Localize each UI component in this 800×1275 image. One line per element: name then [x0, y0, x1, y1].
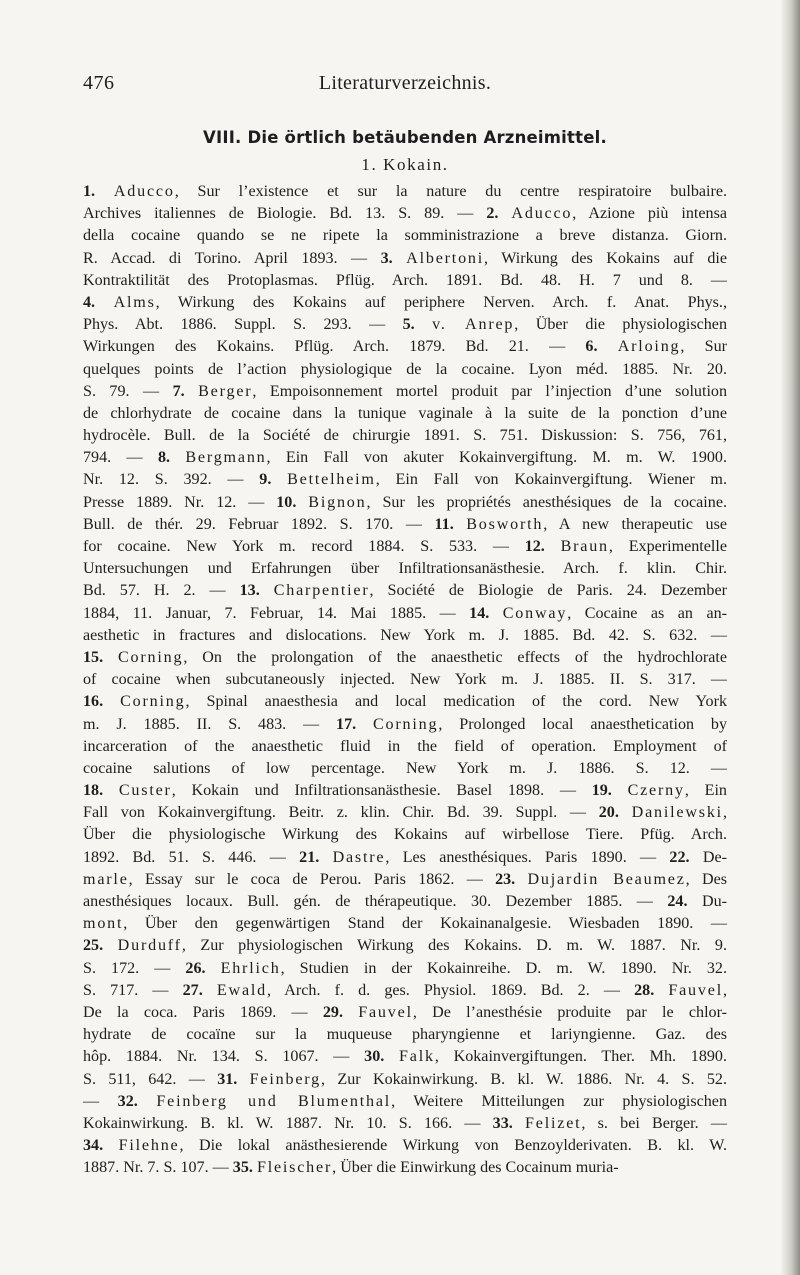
bibliography-line: 1887. Nr. 7. S. 107. — 35. Fleischer, Über die Einwirkung des Cocainum muria- — [83, 1159, 619, 1177]
bibliography-line: cocaine salutions of low percentage. New York m. J. 1886. S. 12. — — [83, 759, 727, 777]
bibliography-line: Phys. Abt. 1886. Suppl. S. 293. — 5. v. Anrep, Über die physiologischen — [83, 316, 728, 334]
bibliography-line: S. 79. — 7. Berger, Empoisonnement mortel produit par l’injection d’une solution — [83, 382, 728, 400]
bibliography-line: R. Accad. di Torino. April 1893. — 3. Albertoni, Wirkung des Kokains auf die — [83, 249, 727, 267]
bibliography-line: Kokainwirkung. B. kl. W. 1887. Nr. 10. S. 166. — 33. Felizet, s. bei Berger. — — [83, 1114, 727, 1132]
bibliography-line: quelques points de l’action physiologique de la cocaine. Lyon méd. 1885. Nr. 20. — [83, 360, 727, 378]
bibliography-line: 18. Custer, Kokain und Infiltrationsanästhesie. Basel 1898. — 19. Czerny, Ein — [83, 782, 727, 800]
subsection-heading: 1. Kokain. — [361, 155, 449, 174]
bibliography-line: Wirkungen des Kokains. Pflüg. Arch. 1879. Bd. 21. — 6. Arloing, Sur — [83, 338, 728, 356]
bibliography-line: Fall von Kokainvergiftung. Beitr. z. klin. Chir. Bd. 39. Suppl. — 20. Danilewski, — [83, 804, 727, 822]
running-title: Literaturverzeichnis. — [318, 72, 492, 94]
bibliography-line: 4. Alms, Wirkung des Kokains auf periphere Nerven. Arch. f. Anat. Phys., — [83, 293, 727, 311]
bibliography-line: hôp. 1884. Nr. 134. S. 1067. — 30. Falk, Kokainvergiftungen. Ther. Mh. 1890. — [83, 1048, 727, 1066]
bibliography-line: incarceration of the anaesthetic fluid in the field of operation. Employment of — [83, 737, 727, 755]
bibliography-line: 1892. Bd. 51. S. 446. — 21. Dastre, Les anesthésiques. Paris 1890. — 22. De- — [83, 848, 727, 866]
bibliography-line: de chlorhydrate de cocaine dans la tunique vaginale à la suite de la ponction d’une — [83, 404, 727, 422]
page-header — [83, 72, 727, 102]
bibliography-line: De la coca. Paris 1869. — 29. Fauvel, De l’anesthésie produite par le chlor- — [83, 1003, 727, 1021]
bibliography-line: della cocaine quando se ne ripete la somministrazione a breve distanza. Giorn. — [83, 227, 727, 245]
bibliography-line: Archives italiennes de Biologie. Bd. 13. S. 89. — 2. Aducco, Azione più intensa — [83, 205, 727, 223]
bibliography-line: Untersuchungen und Erfahrungen über Infiltrationsanästhesie. Arch. f. klin. Chir. — [83, 560, 727, 578]
bibliography-line: 25. Durduff, Zur physiologischen Wirkung des Kokains. D. m. W. 1887. Nr. 9. — [83, 937, 727, 955]
section-heading: VIII. Die örtlich betäubenden Arzneimittel. — [203, 128, 607, 147]
bibliography-line: aesthetic in fractures and dislocations. New York m. J. 1885. Bd. 42. S. 632. — — [83, 626, 727, 644]
bibliography-text — [83, 181, 727, 1179]
bibliography-line: S. 172. — 26. Ehrlich, Studien in der Kokainreihe. D. m. W. 1890. Nr. 32. — [83, 959, 727, 977]
bibliography-line: anesthésiques locaux. Bull. gén. de thérapeutique. 30. Dezember 1885. — 24. Du- — [83, 893, 727, 910]
bibliography-line: of cocaine when subcutaneously injected. New York m. J. 1885. II. S. 317. — — [83, 671, 727, 689]
bibliography-line: 1884, 11. Januar, 7. Februar, 14. Mai 1885. — 14. Conway, Cocaine as an an- — [83, 604, 727, 622]
bibliography-line: Presse 1889. Nr. 12. — 10. Bignon, Sur les propriétés anesthésiques de la cocaine. — [83, 493, 727, 511]
bibliography-line: hydrate de cocaïne sur la muqueuse pharyngienne et lariyngienne. Gaz. des — [83, 1026, 727, 1044]
bibliography-line: S. 511, 642. — 31. Feinberg, Zur Kokainwirkung. B. kl. W. 1886. Nr. 4. S. 52. — [83, 1070, 727, 1088]
bibliography-line: marle, Essay sur le coca de Perou. Paris 1862. — 23. Dujardin Beaumez, Des — [83, 870, 728, 888]
bibliography-line: Bd. 57. H. 2. — 13. Charpentier, Société de Biologie de Paris. 24. Dezember — [83, 582, 727, 600]
bibliography-line: Über die physiologische Wirkung des Kokains auf wirbellose Tiere. Pfüg. Arch. — [83, 826, 727, 844]
bibliography-line: m. J. 1885. II. S. 483. — 17. Corning, Prolonged local anaesthetication by — [83, 715, 727, 733]
bibliography-line: 34. Filehne, Die lokal anästhesierende Wirkung von Benzoylderivaten. B. kl. W. — [83, 1137, 727, 1155]
bibliography-line: 15. Corning, On the prolongation of the anaesthetic effects of the hydrochlorate — [83, 648, 728, 666]
bibliography-line: for cocaine. New York m. record 1884. S. 533. — 12. Braun, Experimentelle — [83, 538, 727, 555]
bibliography-line: mont, Über den gegenwärtigen Stand der Kokainanalgesie. Wiesbaden 1890. — — [83, 915, 727, 933]
bibliography-line: Kontraktilität des Protoplasmas. Pflüg. Arch. 1891. Bd. 48. H. 7 und 8. — — [83, 271, 727, 289]
bibliography-line: Nr. 12. S. 392. — 9. Bettelheim, Ein Fall von Kokainvergiftung. Wiener m. — [83, 471, 727, 489]
bibliography-line: — 32. Feinberg und Blumenthal, Weitere Mitteilungen zur physiologischen — [83, 1092, 727, 1110]
bibliography-line: S. 717. — 27. Ewald, Arch. f. d. ges. Physiol. 1869. Bd. 2. — 28. Fauvel, — [83, 981, 727, 999]
bibliography-line: Bull. de thér. 29. Februar 1892. S. 170. — 11. Bosworth, A new therapeutic use — [83, 515, 727, 533]
bibliography-line: 794. — 8. Bergmann, Ein Fall von akuter Kokainvergiftung. M. m. W. 1900. — [83, 449, 727, 467]
bibliography-line: 1. Aducco, Sur l’existence et sur la nature du centre respiratoire bulbaire. — [83, 183, 728, 200]
page-edge-shadow — [780, 0, 800, 1275]
page-number: 476 — [83, 72, 115, 94]
bibliography-line: hydrocèle. Bull. de la Société de chirurgie 1891. S. 751. Diskussion: S. 756, 761, — [83, 427, 727, 445]
bibliography-line: 16. Corning, Spinal anaesthesia and local medication of the cord. New York — [83, 693, 727, 711]
